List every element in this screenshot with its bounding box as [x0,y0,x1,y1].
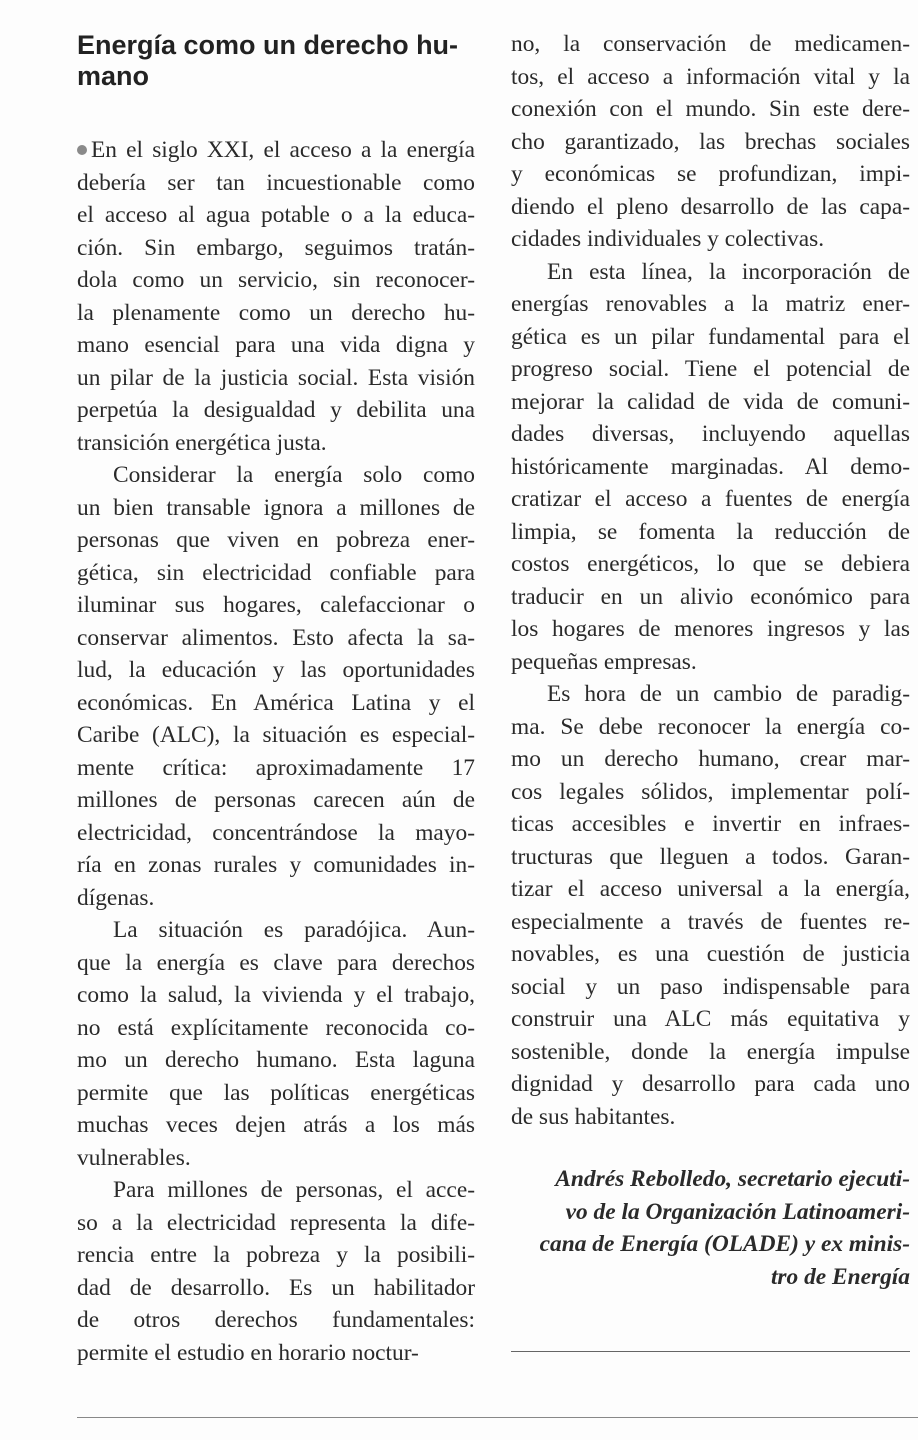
text-line: vulnerables. [77,1144,191,1171]
text-line: energías renovables a la matriz ener- [511,291,910,317]
text-line: mo un derecho humano. Esta laguna [77,1047,475,1073]
text-line: de otros derechos fundamentales: [77,1307,475,1333]
text-line: la plenamente como un derecho hu- [77,299,475,326]
right-column [511,28,910,1293]
left-body [77,134,475,1369]
text-line: un pilar de la justicia social. Esta visión [77,364,475,391]
paragraph [511,256,910,679]
text-line: mo un derecho humano, crear mar- [511,746,910,772]
text-line: conexión con el mundo. Sin este dere- [511,96,910,122]
text-line [77,134,475,167]
paragraph [511,28,910,256]
text-line: Caribe (ALC), la situación es especial- [77,722,475,748]
text-line: pequeñas empresas. [511,648,697,675]
text-line: conservar alimentos. Esto afecta la sa- [77,624,475,651]
headline-line: Energía como un derecho hu- [77,30,459,60]
text-line: Para millones de personas, el acce- [113,1177,475,1203]
text-line: los hogares de menores ingresos y las [511,616,910,642]
text-span: En el siglo XXI, el acceso a la energía [91,137,475,163]
text-line: no está explícitamente reconocida co- [77,1014,475,1041]
text-line: cidades individuales y colectivas. [511,226,825,252]
text-line: limpia, se fomenta la reducción de [511,518,910,545]
text-line: cos legales sólidos, implementar polí- [511,778,910,805]
text-line: y económicas se profundizan, impi- [511,161,910,187]
byline-divider [511,1351,910,1352]
text-line: no, la conservación de medicamen- [511,31,910,57]
headline [77,30,475,92]
text-line: so a la electricidad representa la dife- [77,1209,475,1236]
text-line: sostenible, donde la energía impulse [511,1038,910,1065]
text-line: perpetúa la desigualdad y debilita una [77,397,475,423]
text-line: rencia entre la pobreza y la posibili- [77,1242,475,1268]
text-line: históricamente marginadas. Al demo- [511,453,910,480]
text-line: diendo el pleno desarrollo de las capa- [511,193,910,220]
text-line: gética es un pilar fundamental para el [511,323,910,350]
text-line: especialmente a través de fuentes re- [511,908,910,935]
text-line: tos, el acceso a información vital y la [511,63,910,90]
text-line: debería ser tan incuestionable como [77,169,475,196]
right-body [511,28,910,1133]
paragraph [77,134,475,459]
text-line: dígenas. [77,884,155,911]
paragraph [77,914,475,1174]
text-line: tizar el acceso universal a la energía, [511,876,910,902]
text-line: construir una ALC más equitativa y [511,1006,910,1032]
text-line: Es hora de un cambio de paradig- [547,681,910,707]
text-line: social y un paso indispensable para [511,973,910,1000]
text-line: cratizar el acceso a fuentes de energía [511,486,910,512]
text-line: ría en zonas rurales y comunidades in- [77,852,475,878]
text-line: dad de desarrollo. Es un habilitador [77,1274,475,1301]
byline-line: vo de la Organización Latinoameri- [565,1198,910,1225]
text-line: millones de personas carecen aún de [77,787,475,813]
text-line: transición energética justa. [77,429,327,456]
bullet-icon [77,145,87,155]
text-line: Considerar la energía solo como [113,462,475,488]
headline-line: mano [77,61,150,91]
text-line: electricidad, concentrándose la mayo- [77,819,475,846]
text-line: muchas veces dejen atrás a los más [77,1112,475,1138]
text-line: económicas. En América Latina y el [77,689,475,716]
text-line: ticas accesibles e invertir en infraes- [511,811,910,837]
text-line: como la salud, la vivienda y el trabajo, [77,982,475,1008]
paragraph [511,678,910,1133]
text-line: dola como un servicio, sin reconocer- [77,267,475,293]
text-line: ción. Sin embargo, seguimos tratán- [77,234,475,261]
text-line: permite el estudio en horario noctur- [77,1339,419,1366]
text-line: de sus habitantes. [511,1103,676,1130]
paragraph [77,459,475,914]
text-line: lud, la educación y las oportunidades [77,657,475,683]
text-line: costos energéticos, lo que se debiera [511,551,910,577]
text-line: mente crítica: aproximadamente 17 [77,754,475,781]
text-line: mano esencial para una vida digna y [77,332,475,358]
paragraph [77,1174,475,1369]
text-line: permite que las políticas energéticas [77,1079,475,1106]
text-line: La situación es paradójica. Aun- [113,917,475,943]
text-line: un bien transable ignora a millones de [77,494,475,521]
text-line: el acceso al agua potable o a la educa- [77,202,475,228]
text-line: dignidad y desarrollo para cada uno [511,1071,910,1097]
text-line: dades diversas, incluyendo aquellas [511,421,910,447]
text-line: novables, es una cuestión de justicia [511,941,910,967]
byline-line: cana de Energía (OLADE) y ex minis- [539,1231,910,1257]
text-line: progreso social. Tiene el potencial de [511,356,910,382]
text-line: iluminar sus hogares, calefaccionar o [77,592,475,618]
text-line: ma. Se debe reconocer la energía co- [511,713,910,740]
text-line: tructuras que lleguen a todos. Garan- [511,843,910,870]
byline [511,1163,910,1293]
page-bottom-rule [77,1417,918,1418]
left-column [77,0,475,1369]
text-line: En esta línea, la incorporación de [547,258,910,285]
text-line: mejorar la calidad de vida de comuni- [511,388,910,415]
text-line: gética, sin electricidad confiable para [77,559,475,586]
text-line: traducir en un alivio económico para [511,583,910,610]
text-line: cho garantizado, las brechas sociales [511,128,910,155]
text-line: que la energía es clave para derechos [77,949,475,976]
byline-line: Andrés Rebolledo, secretario ejecuti- [555,1166,910,1192]
byline-line: tro de Energía [770,1263,910,1290]
text-line: personas que viven en pobreza ener- [77,527,475,553]
